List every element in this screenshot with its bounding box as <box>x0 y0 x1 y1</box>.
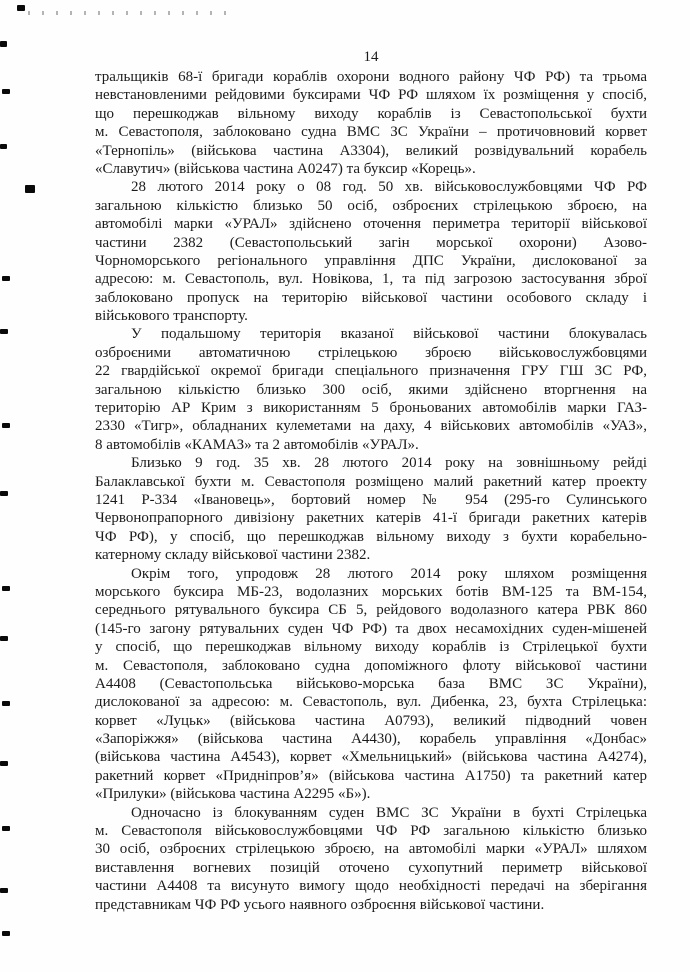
scan-mark-16 <box>2 931 10 936</box>
text-line-p5-l7: А4408 (Севастопольська військово-морська база ВМС ЗС України), <box>95 675 647 692</box>
text-line-p2-l4: частини 2382 (Севастопольський загін морської охорони) Азово- <box>95 234 647 251</box>
text-line-p6-l5: частини А4408 та висунуто вимогу щодо необхідності передачі на зберігання <box>95 878 647 895</box>
document-body <box>95 68 647 914</box>
text-line-p3-l6: 2330 «Тигр», обладнаних кулеметами на даху, 4 військових автомобілів «УАЗ», <box>95 418 647 435</box>
text-line-p1-l6: «Славутич» (військова частина А0247) та буксир «Корець». <box>95 160 476 177</box>
scan-mark-3 <box>2 89 10 94</box>
text-line-p6-l2: м. Севастополя військовослужбовцями ЧФ РФ загальною кількістю близько <box>95 823 647 840</box>
text-line-p3-l2: озброєними автоматичною стрілецькою зброєю військовослужбовцями <box>95 344 647 361</box>
text-line-p3-l5: територію АР Крим з використанням 5 броньованих автомобілів марки ГАЗ- <box>95 400 647 417</box>
text-line-p5-l8: дислокованої за адресою: м. Севастополь, вул. Дибенка, 23, бухта Стрілецька: <box>95 694 647 711</box>
scan-mark-11 <box>0 636 8 641</box>
scan-mark-12 <box>2 701 10 706</box>
text-line-p3-l1: У подальшому територія вказаної військової частини блокувалась <box>131 326 647 343</box>
scan-mark-10 <box>2 586 10 591</box>
text-line-p5-l5: у спосіб, що перешкоджав вільному виходу кораблів із Стрілецької бухти <box>95 639 647 656</box>
text-line-p2-l7: заблоковано пропуск на територію військової частини особового складу і <box>95 289 647 306</box>
scan-mark-13 <box>0 761 8 766</box>
scan-mark-9 <box>0 491 8 496</box>
scan-mark-4 <box>0 144 7 149</box>
text-line-p5-l13: «Прилуки» (військова частина А2295 «Б»). <box>95 786 371 803</box>
text-line-p2-l5: Чорноморського регіонального управління ДПС України, дислокованої за <box>95 252 647 269</box>
text-line-p4-l5: ЧФ РФ), у спосіб, що перешкоджав вільному виходу з бухти корабельно- <box>95 528 647 545</box>
scan-mark-7 <box>0 329 8 334</box>
text-line-p1-l1: тральщиків 68-ї бригади кораблів охорони водного району ЧФ РФ) та трьома <box>95 69 647 85</box>
text-line-p3-l4: загальною кількістю близько 300 осіб, якими здійснено вторгнення на <box>95 381 647 398</box>
text-line-p5-l10: «Запоріжжя» (військова частина А4430), корабель управління «Донбас» <box>95 731 647 748</box>
text-line-p3-l3: 22 гвардійської окремої бригади спеціального призначення ГРУ ГШ ЗС РФ, <box>95 363 647 380</box>
scan-noise <box>28 11 228 15</box>
text-line-p4-l6: катерному складу військової частини 2382. <box>95 547 371 564</box>
scan-mark-2 <box>0 41 7 47</box>
text-line-p2-l1: 28 лютого 2014 року о 08 год. 50 хв. військовослужбовцями ЧФ РФ <box>131 179 647 196</box>
scan-mark-8 <box>2 423 10 428</box>
text-line-p2-l8: військового транспорту. <box>95 308 248 325</box>
scan-mark-15 <box>0 888 8 893</box>
text-line-p3-l7: 8 автомобілів «КАМАЗ» та 2 автомобілів «УРАЛ». <box>95 436 419 453</box>
page-number: 14 <box>363 49 379 65</box>
text-line-p1-l4: м. Севастополя, заблоковано судна ВМС ЗС України – протичовновий корвет <box>95 124 647 141</box>
text-line-p6-l3: 30 осіб, озброєних стрілецькою зброєю, на автомобілі марки «УРАЛ» шляхом <box>95 841 647 858</box>
text-line-p4-l3: 1241 Р-334 «Івановець», бортовий номер № 954 (295-го Сулинського <box>95 491 647 508</box>
scan-mark-14 <box>2 826 10 831</box>
text-line-p1-l2: невстановленими рейдовими буксирами ЧФ РФ шляхом їх розміщення у спосіб, <box>95 87 647 104</box>
text-line-p1-l5: «Тернопіль» (військова частина А3304), великий розвідувальний корабель <box>95 142 647 159</box>
text-line-p5-l12: ракетний корвет «Придніпров’я» (військова частина А1750) та ракетний катер <box>95 767 647 784</box>
text-line-p2-l2: загальною кількістю близько 50 осіб, озброєних стрілецькою зброєю, на <box>95 197 647 214</box>
scan-mark-1 <box>17 5 25 11</box>
text-line-p5-l2: морського буксира МБ-23, водолазних морських ботів ВМ-125 та ВМ-154, <box>95 583 647 600</box>
text-line-p5-l6: м. Севастополя, заблоковано судна допоміжного флоту військової частини <box>95 657 647 674</box>
scan-mark-6 <box>2 276 10 281</box>
text-line-p5-l1: Окрім того, упродовж 28 лютого 2014 року шляхом розміщення <box>131 565 647 582</box>
text-line-p5-l11: (військова частина А4543), корвет «Хмельницький» (військова частина А4274), <box>95 749 647 766</box>
text-line-p4-l2: Балаклавської бухти м. Севастополя розміщено малий ракетний катер проекту <box>95 473 647 490</box>
text-line-p2-l6: адресою: м. Севастополь, вул. Новікова, 1, та під загрозою застосування зброї <box>95 271 647 288</box>
text-line-p6-l4: виставлення вогневих позицій оточено сухопутний периметр військової <box>95 859 647 876</box>
text-line-p4-l4: Червонопрапорного дивізіону ракетних катерів 41-ї бригади ракетних катерів <box>95 510 647 527</box>
text-line-p6-l6: представникам ЧФ РФ усього наявного озброєння військової частини. <box>95 896 545 913</box>
text-line-p5-l3: середнього рятувального буксира СБ 5, рейдового водолазного катера РВК 860 <box>95 602 647 619</box>
scan-mark-5 <box>25 185 35 193</box>
text-line-p2-l3: автомобілі марки «УРАЛ» здійснено оточення периметра території військової <box>95 216 647 233</box>
text-line-p1-l3: що перешкоджав вільному виходу кораблів із Севастопольської бухти <box>95 105 647 122</box>
text-line-p5-l4: (145-го загону рятувальних суден ЧФ РФ) та двох несамохідних суден-мішеней <box>95 620 647 637</box>
text-line-p5-l9: корвет «Луцьк» (військова частина А0793), великий підводний човен <box>95 712 647 729</box>
text-line-p4-l1: Близько 9 год. 35 хв. 28 лютого 2014 року на зовнішньому рейді <box>131 455 647 472</box>
text-line-p6-l1: Одночасно із блокуванням суден ВМС ЗС України в бухті Стрілецька <box>131 804 647 821</box>
